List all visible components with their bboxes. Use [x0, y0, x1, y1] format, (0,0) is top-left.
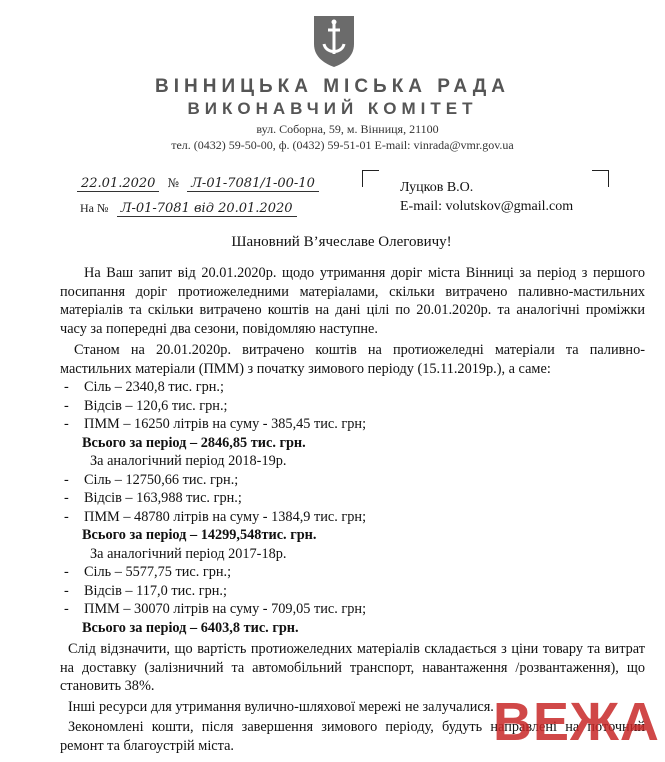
organization-subtitle: ВИКОНАВЧИЙ КОМІТЕТ [187, 99, 478, 118]
request-reference: Л-01-7081 від 20.01.2020 [117, 201, 297, 217]
season-total: Всього за період – 2846,85 тис. грн. [82, 434, 306, 451]
paragraph-savings: Зекономлені кошти, після завершення зимового періоду, будуть направлені на поточний ремонт та благоустрій міста. [60, 719, 645, 754]
list-item: - Відсів – 120,6 тис. грн.; [60, 397, 645, 416]
season-total: Всього за період – 6403,8 тис. грн. [82, 619, 299, 636]
letter-body [60, 262, 645, 755]
registration-number: Л-01-7081/1-00-10 [187, 176, 319, 192]
recipient-block [400, 178, 573, 216]
recipient-name: Луцков В.О. [400, 180, 474, 195]
request-label: На № [80, 201, 109, 215]
paragraph-request: На Ваш запит від 20.01.2020р. щодо утримання доріг міста Вінниці за період з першого посипання доріг протиожеледними матеріалами, скільки витрачено паливно-мастильних матеріалів та скільки витрачено коштів на дані цілі по 20.01.2020р. та аналогічні проміжки часу за попередні два сезони, повідомляю наступне. [60, 265, 645, 337]
paragraph-resources: Інші ресурси для утримання вулично-шляхової мережі не залучалися. [68, 698, 494, 715]
list-item: - Сіль – 5577,75 тис. грн.; [60, 563, 645, 582]
list-item: - ПММ – 16250 літрів на суму - 385,45 тис. грн; [60, 415, 645, 434]
organization-name: ВІННИЦЬКА МІСЬКА РАДА [155, 76, 510, 97]
list-item: - Відсів – 117,0 тис. грн.; [60, 582, 645, 601]
list-item: - Відсів – 163,988 тис. грн.; [60, 489, 645, 508]
registration-date: 22.01.2020 [77, 176, 159, 192]
request-reference-line [80, 201, 297, 216]
list-item: - Сіль – 12750,66 тис. грн.; [60, 471, 645, 490]
paragraph-summary: Станом на 20.01.2020р. витрачено коштів на протиожеледні матеріали та паливно-мастильних матеріали (ПММ) з початку зимового періоду (15.11.2019р.), а саме: [60, 342, 645, 377]
address-bracket-left [362, 170, 379, 187]
season-total: Всього за період – 14299,548тис. грн. [82, 527, 317, 543]
period-heading: За аналогічний період 2018-19р. [90, 453, 287, 469]
address-bracket-right [592, 170, 609, 187]
watermark-logo: ВЕЖА [493, 692, 660, 752]
number-label: № [167, 176, 179, 190]
salutation: Шановний В’ячеславе Олеговичу! [231, 234, 452, 250]
coat-of-arms-icon [312, 14, 356, 68]
organization-address: вул. Соборна, 59, м. Вінниця, 21100 [256, 122, 439, 136]
registration-line [77, 176, 319, 191]
expense-list [60, 378, 645, 637]
organization-contacts: тел. (0432) 59-50-00, ф. (0432) 59-51-01 E-mail: vinrada@vmr.gov.ua [171, 138, 514, 152]
paragraph-cost-note: Слід відзначити, що вартість протиожеледних матеріалів складається з ціни товару та витрат на доставку (залізничний та автомобільний транспорт, навантаження /розвантаження), що становить 38%. [60, 641, 645, 694]
list-item: - ПММ – 48780 літрів на суму - 1384,9 тис. грн; [60, 508, 645, 527]
recipient-email: E-mail: volutskov@gmail.com [400, 199, 574, 214]
list-item: - ПММ – 30070 літрів на суму - 709,05 тис. грн; [60, 600, 645, 619]
list-item: - Сіль – 2340,8 тис. грн.; [60, 378, 645, 397]
period-heading: За аналогічний період 2017-18р. [90, 545, 287, 562]
